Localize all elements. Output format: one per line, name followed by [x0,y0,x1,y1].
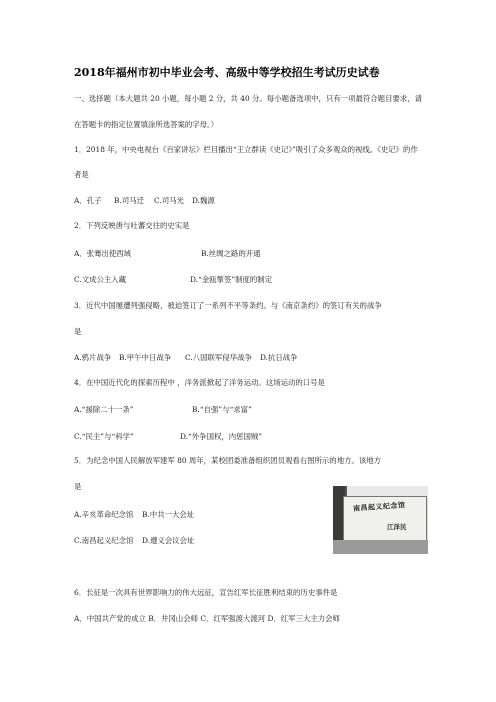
instructions-line-2: 在答题卡的指定位置填涂所选答案的字母。） [74,120,219,129]
q5-option-a: A.辛亥革命纪念馆 [74,510,134,519]
q1-stem-line-1: 1．2018 年，中央电视台《百家讲坛》栏目播出“王立群读《史记》”吸引了众多观众的视线。《史记》的作 [74,145,418,154]
q2-option-c: C.文成公主入藏 [74,275,127,284]
q4-option-b: B.“自强”与“求富” [192,405,252,414]
q1-option-b: B.司马迁 [114,196,144,205]
memorial-sign-calligraphy: 南昌起义纪念馆 [352,500,406,513]
q1-option-a: A．孔子 [74,196,102,205]
q1-option-d: D.魏源 [192,196,215,205]
q1-stem-line-2: 者是 [74,170,89,179]
q4-option-c: C.“民主”与“科学” [74,432,134,441]
q6-stem-line-1: 6．长征是一次具有世界影响力的伟大远征，宣告红军长征胜利结束的历史事件是 [74,588,338,597]
q5-option-d: D.遵义会议会址 [142,536,195,545]
q3-option-a: A.鸦片战争 [74,353,112,362]
q3-option-c: C.八国联军侵华战争 [185,353,252,362]
q3-stem-line-1: 3．近代中国屡遭列强侵略，被迫签订了一系列不平等条约。与《南京条约》的签订有关的战争 [74,301,382,310]
q5-stem-line-1: 5．为纪念中国人民解放军建军 80 周年，某校团委准备组织团员观看右图所示的地方。该地方 [74,456,382,465]
q2-option-b: B.丝绸之路的开通 [201,249,261,258]
q3-stem-line-2: 是 [74,327,82,336]
q2-stem-line-1: 2．下列反映唐与吐蕃交往的史实是 [74,221,190,230]
q2-option-a: A．张骞出使西域 [74,249,132,258]
q6-options-line: A．中国共产党的成立 B．井冈山会师 C．红军强渡大渡河 D．红军三大主力会师 [74,614,340,623]
q5-stem-line-2: 是 [74,482,82,491]
exam-title: 2018年福州市初中毕业会考、高级中等学校招生考试历史试卷 [74,66,380,79]
q4-stem-line-1: 4．在中国近代化的探索历程中 ，洋务派掀起了洋务运动。这场运动的口号是 [74,378,325,387]
q3-option-b: B.甲午中日战争 [119,353,172,362]
q5-option-c: C.南昌起义纪念馆 [74,536,134,545]
memorial-photo [333,486,428,554]
q3-option-d: D.抗日战争 [260,353,298,362]
q2-option-d: D.“金瓯掣签”制度的制定 [190,275,273,284]
q1-option-c: C.司马光 [154,196,184,205]
q4-option-d: D.“外争国权，内惩国贼” [180,432,263,441]
instructions-line-1: 一、选择题（本大题共 20 小题，每小题 2 分，共 40 分。每小题备选项中，只有一项最符合题目要求，请 [74,94,423,103]
memorial-sign-signature: 江泽民 [387,523,407,531]
q4-option-a: A.“援除二十一条” [74,405,134,414]
q5-option-b: B.中共一大会址 [142,510,195,519]
photo-base [333,540,428,554]
